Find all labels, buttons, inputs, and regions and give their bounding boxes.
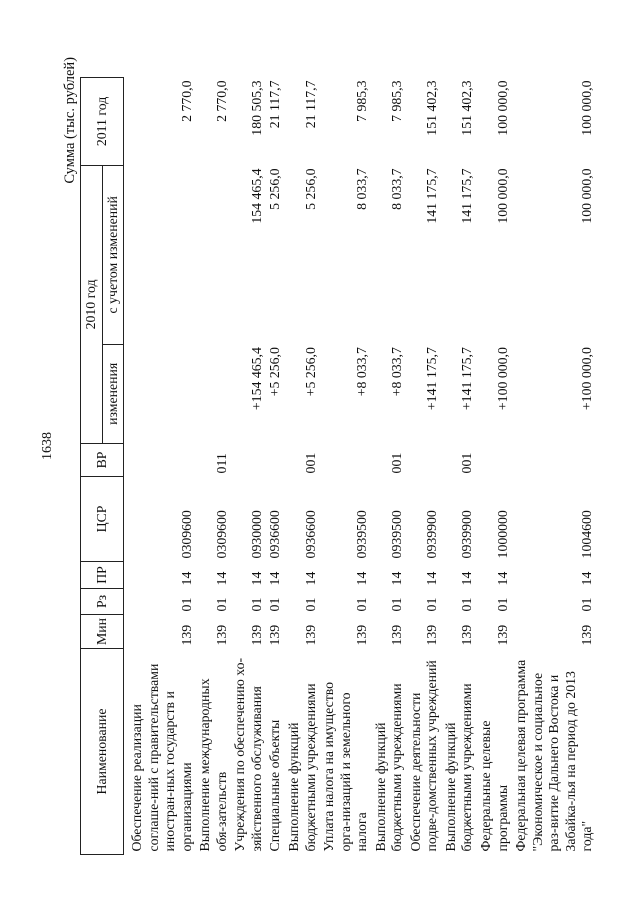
row-name: Выполнение функций бюджетными учреждениями <box>286 683 318 852</box>
row-vr <box>407 443 442 476</box>
header-changes: изменения <box>102 344 124 443</box>
row-name: Специальные объекты <box>267 719 283 852</box>
row-rz: 01 <box>213 597 229 612</box>
row-vr <box>477 443 512 476</box>
row-min: 139 <box>267 624 283 646</box>
row-2011: 180 505,3 <box>248 80 264 136</box>
table-row <box>285 78 320 855</box>
row-min: 139 <box>389 624 405 646</box>
row-with-changes <box>124 165 197 344</box>
header-pr: ПР <box>81 561 124 588</box>
row-pr: 14 <box>248 571 264 586</box>
row-rz: 01 <box>494 597 510 612</box>
table-row <box>372 78 407 855</box>
row-rz: 01 <box>354 597 370 612</box>
row-with-changes: 100 000,0 <box>579 168 595 224</box>
budget-table <box>80 77 597 855</box>
row-changes: +100 000,0 <box>579 347 595 411</box>
row-name: Обеспечение деятельности подве-домственных учреждений <box>407 660 440 852</box>
row-pr: 14 <box>579 571 595 586</box>
row-pr: 14 <box>389 571 405 586</box>
header-with-changes: с учетом изменений <box>102 165 124 344</box>
row-vr <box>320 443 372 476</box>
header-year-2011: 2011 год <box>81 78 124 166</box>
row-pr: 14 <box>267 571 283 586</box>
row-pr: 14 <box>354 571 370 586</box>
row-min: 139 <box>459 624 475 646</box>
row-with-changes: 141 175,7 <box>459 168 475 224</box>
row-vr: 001 <box>389 452 405 474</box>
row-name: Выполнение функций бюджетными учреждениями <box>372 683 405 852</box>
row-2011: 7 985,3 <box>354 80 370 122</box>
header-csr: ЦСР <box>81 476 124 561</box>
row-rz: 01 <box>248 597 264 612</box>
row-min: 139 <box>302 624 318 646</box>
table-row <box>124 78 197 855</box>
row-pr: 14 <box>424 571 440 586</box>
row-csr: 0939500 <box>354 510 370 559</box>
units-caption: Сумма (тыс. рублей) <box>62 57 78 184</box>
row-csr: 0309600 <box>213 510 229 559</box>
row-2011: 151 402,3 <box>459 80 475 136</box>
table-row <box>442 78 477 855</box>
row-csr: 0936600 <box>302 510 318 559</box>
row-rz: 01 <box>178 597 194 612</box>
row-vr <box>231 443 266 476</box>
row-pr: 14 <box>213 571 229 586</box>
row-rz: 01 <box>424 597 440 612</box>
row-with-changes: 5 256,0 <box>302 168 318 210</box>
row-name: Выполнение международных обя-зательств <box>197 678 229 852</box>
row-with-changes: 8 033,7 <box>354 168 370 210</box>
header-min: Мин <box>81 614 124 648</box>
row-with-changes: 5 256,0 <box>267 168 283 210</box>
row-vr: 001 <box>459 452 475 474</box>
row-csr: 1000000 <box>494 510 510 559</box>
row-rz: 01 <box>579 597 595 612</box>
row-name: Уплата налога на имущество орга-низаций и земельного налога <box>321 681 370 852</box>
row-changes: +5 256,0 <box>302 347 318 397</box>
row-min: 139 <box>248 624 264 646</box>
table-row <box>477 78 512 855</box>
row-name: Обеспечение реализации соглаше-ний с правительствами иностран-ных государств и организациями <box>129 663 194 852</box>
table-row <box>320 78 372 855</box>
row-with-changes: 154 465,4 <box>248 168 264 224</box>
row-vr <box>124 443 197 476</box>
row-changes <box>124 344 197 443</box>
row-pr: 14 <box>178 571 194 586</box>
table-row <box>407 78 442 855</box>
header-year-2010: 2010 год <box>81 165 103 443</box>
row-with-changes: 100 000,0 <box>494 168 510 224</box>
row-min: 139 <box>213 624 229 646</box>
row-changes: +100 000,0 <box>494 347 510 411</box>
row-pr: 14 <box>494 571 510 586</box>
row-2011: 21 117,7 <box>267 80 283 129</box>
row-2011: 2 770,0 <box>213 80 229 122</box>
header-rz: Рз <box>81 588 124 614</box>
row-with-changes: 141 175,7 <box>424 168 440 224</box>
table-row <box>196 78 231 855</box>
row-vr: 001 <box>302 452 318 474</box>
row-min: 139 <box>579 624 595 646</box>
row-2011: 7 985,3 <box>389 80 405 122</box>
row-name: Федеральные целевые программы <box>478 720 510 852</box>
row-vr: 011 <box>213 453 229 474</box>
row-2011: 2 770,0 <box>178 80 194 122</box>
row-name: Выполнение функций бюджетными учреждениями <box>442 683 475 852</box>
row-min: 139 <box>354 624 370 646</box>
row-csr: 0939900 <box>459 510 475 559</box>
row-rz: 01 <box>389 597 405 612</box>
row-csr: 0939900 <box>424 510 440 559</box>
row-rz: 01 <box>267 597 283 612</box>
row-changes: +8 033,7 <box>389 347 405 397</box>
table-row <box>512 78 597 855</box>
row-csr: 0936600 <box>267 510 283 559</box>
row-changes: +8 033,7 <box>354 347 370 397</box>
row-changes: +5 256,0 <box>267 347 283 397</box>
row-min: 139 <box>424 624 440 646</box>
row-pr: 14 <box>302 571 318 586</box>
header-name: Наименование <box>81 649 124 855</box>
row-changes: +154 465,4 <box>248 347 264 411</box>
row-vr <box>266 443 285 476</box>
row-min: 139 <box>494 624 510 646</box>
row-csr: 1004600 <box>579 510 595 559</box>
row-name: Федеральная целевая программа "Экономическое и социальное раз-витие Дальнего Востока и Забайка-лья на период до 2013 года" <box>513 659 595 852</box>
row-with-changes: 8 033,7 <box>389 168 405 210</box>
table-header <box>81 78 124 855</box>
row-changes: +141 175,7 <box>459 347 475 411</box>
row-min: 139 <box>178 624 194 646</box>
row-changes <box>196 344 231 443</box>
row-csr: 0930000 <box>248 510 264 559</box>
row-2011: 21 117,7 <box>302 80 318 129</box>
page-number: 1638 <box>40 432 55 460</box>
row-name: Учреждения по обеспечению хо-зяйственного обслуживания <box>232 657 264 852</box>
row-with-changes <box>196 165 231 344</box>
row-pr: 14 <box>459 571 475 586</box>
row-2011: 100 000,0 <box>494 80 510 136</box>
row-rz: 01 <box>302 597 318 612</box>
header-vr: ВР <box>81 443 124 476</box>
table-body <box>124 78 597 855</box>
row-2011: 100 000,0 <box>579 80 595 136</box>
row-csr: 0309600 <box>178 510 194 559</box>
table-row <box>266 78 285 855</box>
row-2011: 151 402,3 <box>424 80 440 136</box>
row-rz: 01 <box>459 597 475 612</box>
table-row <box>231 78 266 855</box>
row-csr: 0939500 <box>389 510 405 559</box>
row-changes: +141 175,7 <box>424 347 440 411</box>
row-vr <box>512 443 597 476</box>
